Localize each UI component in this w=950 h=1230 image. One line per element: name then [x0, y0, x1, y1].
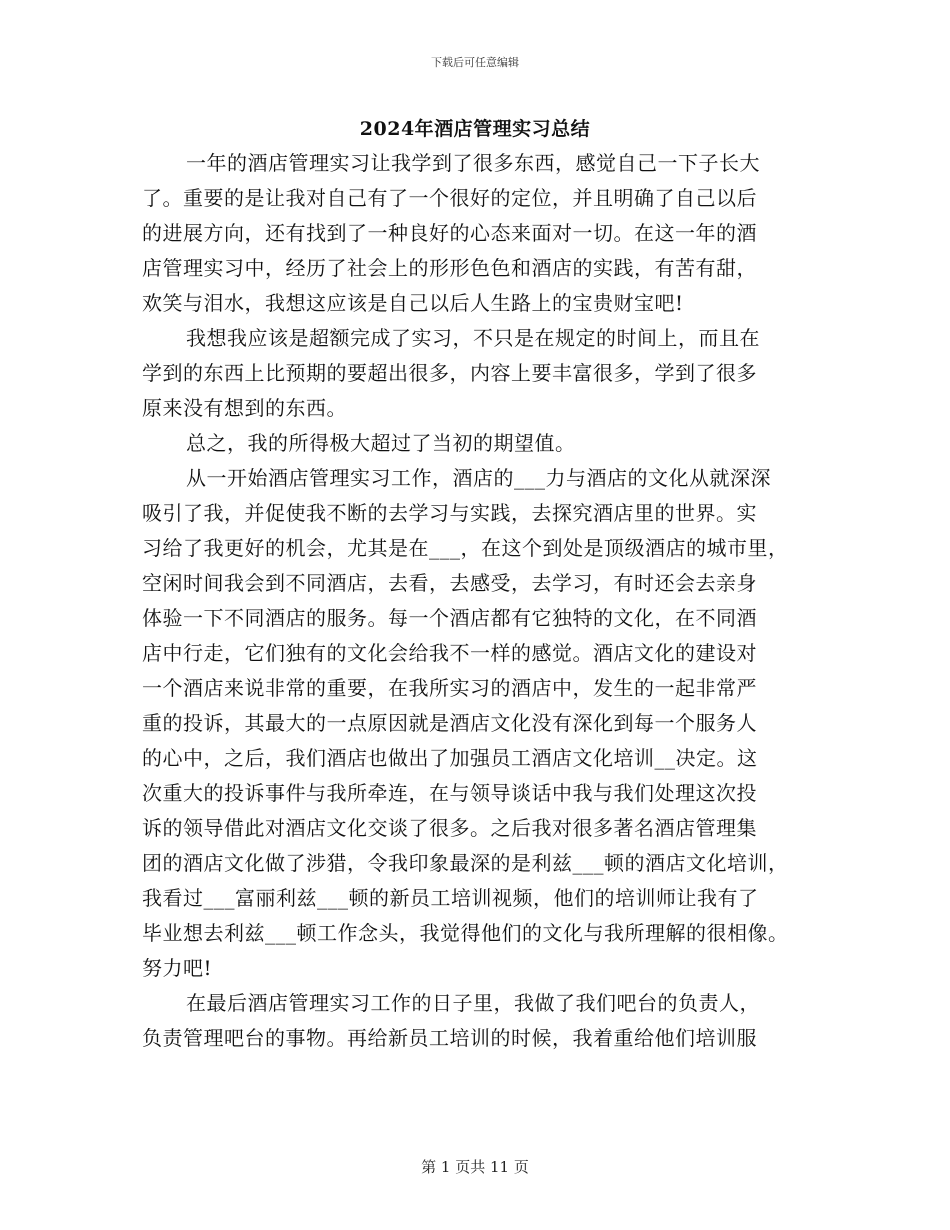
text-line: 在最后酒店管理实习工作的日子里，我做了我们吧台的负责人，: [186, 991, 760, 1015]
paragraph: [142, 146, 822, 321]
text-line: 习给了我更好的机会，尤其是在___，在这个到处是顶级酒店的城市里，: [142, 536, 789, 560]
text-line: 学到的东西上比预期的要超出很多，内容上要丰富很多，学到了很多: [142, 361, 757, 385]
text-line: 毕业想去利兹___顿工作念头，我觉得他们的文化与我所理解的很相像。: [142, 921, 789, 945]
paragraph: [142, 321, 822, 426]
text-line: 我想我应该是超额完成了实习，不只是在规定的时间上，而且在: [186, 326, 760, 350]
text-line: 负责管理吧台的事物。再给新员工培训的时候，我着重给他们培训服: [142, 1026, 757, 1050]
text-line: 的心中，之后，我们酒店也做出了加强员工酒店文化培训__决定。这: [142, 746, 758, 770]
text-line: 团的酒店文化做了涉猎，令我印象最深的是利兹___顿的酒店文化培训，: [142, 851, 789, 875]
text-line: 总之，我的所得极大超过了当初的期望值。: [186, 431, 576, 455]
document-title: 2024年酒店管理实习总结: [359, 118, 591, 140]
text-line: 我看过___富丽利兹___顿的新员工培训视频，他们的培训师让我有了: [142, 886, 759, 910]
text-line: 一个酒店来说非常的重要，在我所实习的酒店中，发生的一起非常严: [142, 676, 757, 700]
text-line: 店管理实习中，经历了社会上的形形色色和酒店的实践，有苦有甜，: [142, 256, 757, 280]
text-line: 一年的酒店管理实习让我学到了很多东西，感觉自己一下子长大: [186, 151, 760, 175]
text-line: 诉的领导借此对酒店文化交谈了很多。之后我对很多著名酒店管理集: [142, 816, 757, 840]
text-line: 了。重要的是让我对自己有了一个很好的定位，并且明确了自己以后: [142, 186, 757, 210]
text-line: 空闲时间我会到不同酒店，去看，去感受，去学习，有时还会去亲身: [142, 571, 757, 595]
text-line: 重的投诉，其最大的一点原因就是酒店文化没有深化到每一个服务人: [142, 711, 757, 735]
text-line: 从一开始酒店管理实习工作，酒店的___力与酒店的文化从就深深: [186, 466, 771, 490]
paragraph: [142, 986, 822, 1056]
text-line: 努力吧!: [142, 956, 213, 980]
header-note: 下载后可任意编辑: [431, 56, 519, 69]
document-body: [142, 146, 822, 1056]
paragraph: [142, 461, 822, 986]
text-line: 原来没有想到的东西。: [142, 396, 347, 420]
paragraph: [142, 426, 822, 461]
page-number: 第 1 页共 11 页: [421, 1158, 529, 1176]
text-line: 店中行走，它们独有的文化会给我不一样的感觉。酒店文化的建设对: [142, 641, 757, 665]
text-line: 的进展方向，还有找到了一种良好的心态来面对一切。在这一年的酒: [142, 221, 757, 245]
text-line: 欢笑与泪水，我想这应该是自己以后人生路上的宝贵财宝吧!: [142, 291, 684, 315]
text-line: 体验一下不同酒店的服务。每一个酒店都有它独特的文化，在不同酒: [142, 606, 757, 630]
text-line: 吸引了我，并促使我不断的去学习与实践，去探究酒店里的世界。实: [142, 501, 757, 525]
text-line: 次重大的投诉事件与我所牵连，在与领导谈话中我与我们处理这次投: [142, 781, 757, 805]
